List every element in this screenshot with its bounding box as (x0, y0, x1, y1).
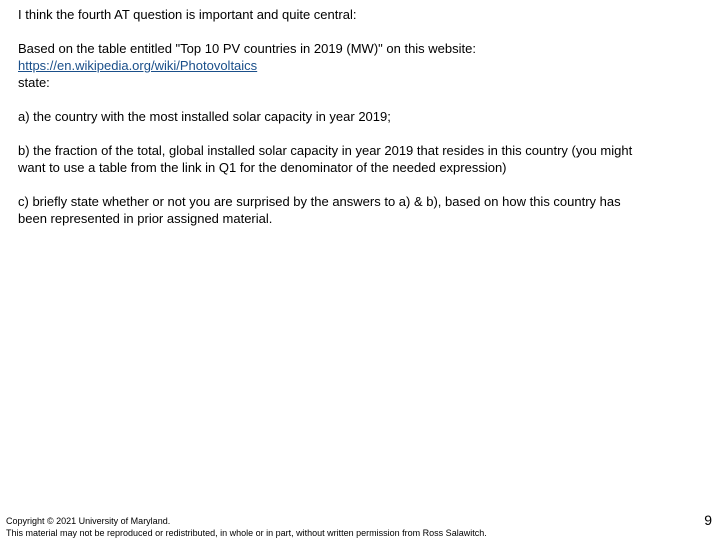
footer-notice: This material may not be reproduced or redistributed, in whole or in part, without written permission from Ross Salawitch. (6, 528, 487, 538)
footer-copyright: Copyright © 2021 University of Maryland. (6, 516, 171, 526)
question-b-line-1: b) the fraction of the total, global installed solar capacity in year 2019 that resides in this country (you might (18, 143, 633, 158)
intro-line: I think the fourth AT question is important and quite central: (18, 7, 357, 22)
question-b (18, 142, 698, 176)
footer (6, 515, 487, 539)
instruction-line-1: Based on the table entitled "Top 10 PV countries in 2019 (MW)" on this website: (18, 41, 476, 56)
slide-body (18, 6, 698, 244)
question-a-line: a) the country with the most installed solar capacity in year 2019; (18, 109, 391, 124)
instruction-line-3: state: (18, 75, 50, 90)
question-c (18, 193, 698, 227)
intro-text (18, 6, 698, 23)
photovoltaics-link[interactable]: https://en.wikipedia.org/wiki/Photovoltaics (18, 58, 258, 73)
question-c-line-2: been represented in prior assigned material. (18, 211, 273, 226)
question-b-line-2: want to use a table from the link in Q1 for the denominator of the needed expression) (18, 160, 507, 175)
instruction-text (18, 40, 698, 91)
question-c-line-1: c) briefly state whether or not you are surprised by the answers to a) & b), based on how this country has (18, 194, 621, 209)
page-number: 9 (704, 512, 712, 528)
question-a (18, 108, 698, 125)
